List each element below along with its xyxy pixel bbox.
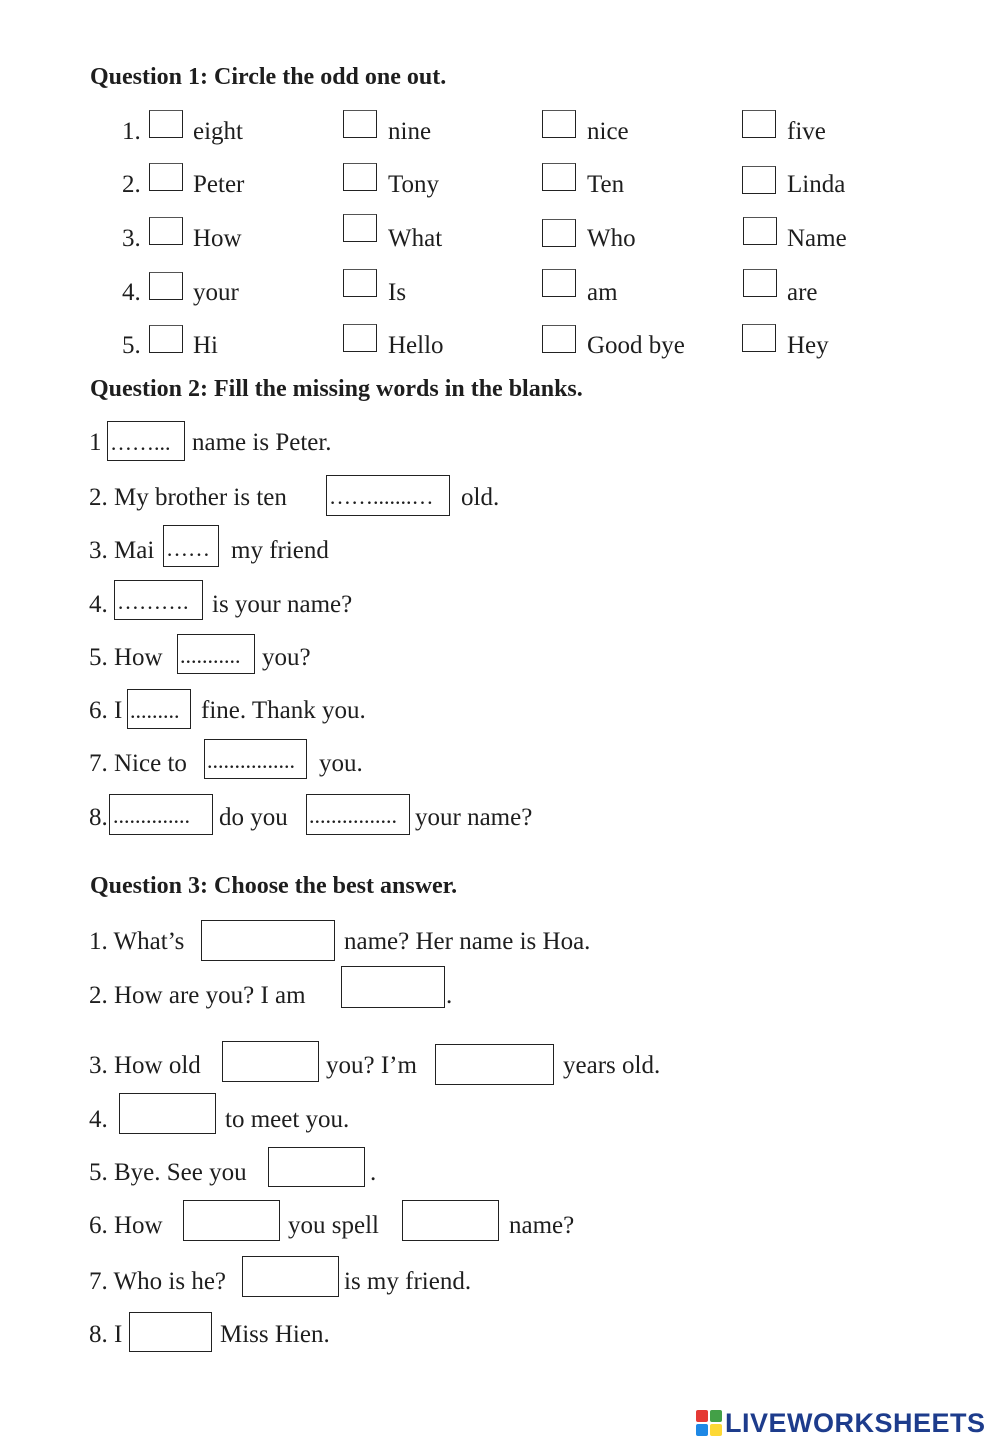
option-checkbox[interactable] bbox=[343, 269, 377, 297]
q2-item-6-blank[interactable] bbox=[127, 689, 191, 729]
q2-item-5-suffix: you? bbox=[262, 644, 311, 671]
option-label: five bbox=[787, 118, 826, 145]
q3-item-6-prefix: 6. How bbox=[89, 1212, 163, 1239]
q3-item-7-answer-box[interactable] bbox=[242, 1256, 339, 1297]
option-label: Name bbox=[787, 225, 847, 252]
q2-item-1-prefix: 1 bbox=[89, 429, 102, 456]
logo-square-blue bbox=[696, 1424, 708, 1436]
q2-item-1-blank[interactable] bbox=[107, 421, 185, 461]
option-checkbox[interactable] bbox=[743, 217, 777, 245]
option-checkbox[interactable] bbox=[149, 163, 183, 191]
option-label: What bbox=[388, 225, 443, 252]
blank-dots: ................ bbox=[309, 805, 397, 827]
option-label: Tony bbox=[388, 171, 440, 198]
q3-item-6-middle: you spell bbox=[288, 1212, 379, 1239]
q1-row-number: 1. bbox=[122, 118, 141, 145]
q3-item-6-answer-box-2[interactable] bbox=[402, 1200, 499, 1241]
option-label: eight bbox=[193, 118, 243, 145]
q2-item-7-suffix: you. bbox=[319, 750, 363, 777]
q3-item-1-answer-box[interactable] bbox=[201, 920, 335, 961]
q1-row-number: 3. bbox=[122, 225, 141, 252]
option-label: Who bbox=[587, 225, 636, 252]
q2-item-8-blank-1[interactable] bbox=[109, 794, 213, 835]
q2-item-5-blank[interactable] bbox=[177, 634, 255, 674]
option-label: How bbox=[193, 225, 242, 252]
logo-square-green bbox=[710, 1410, 722, 1422]
q2-item-3-blank[interactable] bbox=[163, 525, 219, 567]
option-checkbox[interactable] bbox=[343, 163, 377, 191]
q2-item-6-suffix: fine. Thank you. bbox=[201, 697, 366, 724]
option-checkbox[interactable] bbox=[149, 110, 183, 138]
option-checkbox[interactable] bbox=[542, 325, 576, 353]
q2-item-4-prefix: 4. bbox=[89, 591, 108, 618]
option-checkbox[interactable] bbox=[742, 166, 776, 194]
q3-item-5-suffix: . bbox=[370, 1159, 377, 1186]
q1-row-number: 5. bbox=[122, 332, 141, 359]
q3-item-1-suffix: name? Her name is Hoa. bbox=[344, 928, 591, 955]
question-3-heading: Question 3: Choose the best answer. bbox=[90, 873, 458, 899]
option-label: am bbox=[587, 279, 618, 306]
option-label: Good bye bbox=[587, 332, 685, 359]
logo-text: LIVEWORKSHEETS bbox=[725, 1407, 986, 1438]
q3-item-6-answer-box-1[interactable] bbox=[183, 1200, 280, 1241]
blank-dots: .............. bbox=[113, 805, 190, 827]
q2-item-8-prefix: 8. bbox=[89, 804, 108, 831]
q2-item-8-suffix: your name? bbox=[415, 804, 533, 831]
q2-item-3-prefix: 3. Mai bbox=[89, 537, 155, 564]
q3-item-4-prefix: 4. bbox=[89, 1106, 108, 1133]
q2-item-2-blank[interactable] bbox=[326, 475, 450, 516]
option-label: nice bbox=[587, 118, 629, 145]
q2-item-6-prefix: 6. I bbox=[89, 697, 123, 724]
logo-square-red bbox=[696, 1410, 708, 1422]
option-label: Linda bbox=[787, 171, 846, 198]
blank-dots: ……... bbox=[110, 432, 171, 454]
q1-row-number: 2. bbox=[122, 171, 141, 198]
q2-item-3-suffix: my friend bbox=[231, 537, 329, 564]
logo-mark-icon bbox=[696, 1410, 722, 1436]
blank-dots: …… bbox=[166, 538, 210, 560]
q2-item-7-blank[interactable] bbox=[204, 739, 307, 779]
blank-dots: ………. bbox=[117, 591, 189, 613]
q2-item-4-blank[interactable] bbox=[114, 580, 203, 620]
q2-item-5-prefix: 5. How bbox=[89, 644, 163, 671]
q3-item-7-prefix: 7. Who is he? bbox=[89, 1268, 227, 1295]
blank-dots: ................ bbox=[207, 750, 295, 772]
option-checkbox[interactable] bbox=[542, 269, 576, 297]
q3-item-3-prefix: 3. How old bbox=[89, 1052, 201, 1079]
q3-item-8-suffix: Miss Hien. bbox=[220, 1321, 330, 1348]
q3-item-3-answer-box-1[interactable] bbox=[222, 1041, 319, 1082]
q2-item-2-prefix: 2. My brother is ten bbox=[89, 484, 287, 511]
q3-item-5-prefix: 5. Bye. See you bbox=[89, 1159, 247, 1186]
option-checkbox[interactable] bbox=[149, 217, 183, 245]
option-checkbox[interactable] bbox=[149, 325, 183, 353]
q3-item-8-answer-box[interactable] bbox=[129, 1312, 212, 1352]
option-checkbox[interactable] bbox=[542, 163, 576, 191]
blank-dots: ......... bbox=[130, 700, 180, 722]
blank-dots: ........... bbox=[180, 645, 241, 667]
q1-row-number: 4. bbox=[122, 279, 141, 306]
q3-item-8-prefix: 8. I bbox=[89, 1321, 123, 1348]
q2-item-4-suffix: is your name? bbox=[212, 591, 353, 618]
option-checkbox[interactable] bbox=[542, 110, 576, 138]
q3-item-2-suffix: . bbox=[446, 982, 453, 1009]
q2-item-7-prefix: 7. Nice to bbox=[89, 750, 187, 777]
blank-dots: …….......… bbox=[329, 486, 434, 508]
option-label: Hey bbox=[787, 332, 829, 359]
q2-item-1-suffix: name is Peter. bbox=[192, 429, 332, 456]
option-checkbox[interactable] bbox=[742, 324, 776, 352]
option-label: Hello bbox=[388, 332, 444, 359]
option-label: Peter bbox=[193, 171, 245, 198]
q3-item-3-middle: you? I’m bbox=[326, 1052, 417, 1079]
option-label: Ten bbox=[587, 171, 625, 198]
option-checkbox[interactable] bbox=[343, 110, 377, 138]
option-label: your bbox=[193, 279, 239, 306]
q2-item-8-blank-2[interactable] bbox=[306, 794, 410, 835]
logo-square-yellow bbox=[710, 1424, 722, 1436]
option-label: nine bbox=[388, 118, 432, 145]
q3-item-4-answer-box[interactable] bbox=[119, 1093, 216, 1134]
q3-item-7-suffix: is my friend. bbox=[344, 1268, 472, 1295]
option-checkbox[interactable] bbox=[343, 324, 377, 352]
option-checkbox[interactable] bbox=[742, 110, 776, 138]
q3-item-4-suffix: to meet you. bbox=[225, 1106, 350, 1133]
q2-item-8-middle: do you bbox=[219, 804, 288, 831]
option-checkbox[interactable] bbox=[542, 219, 576, 247]
option-label: are bbox=[787, 279, 818, 306]
q3-item-1-prefix: 1. What’s bbox=[89, 928, 185, 955]
q2-item-2-suffix: old. bbox=[461, 484, 500, 511]
q3-item-2-prefix: 2. How are you? I am bbox=[89, 982, 306, 1009]
question-1-heading: Question 1: Circle the odd one out. bbox=[90, 64, 447, 90]
q3-item-2-answer-box[interactable] bbox=[341, 966, 445, 1008]
q3-item-6-suffix: name? bbox=[509, 1212, 575, 1239]
q3-item-5-answer-box[interactable] bbox=[268, 1147, 365, 1187]
option-label: Is bbox=[388, 279, 407, 306]
option-label: Hi bbox=[193, 332, 218, 359]
option-checkbox[interactable] bbox=[343, 214, 377, 242]
question-2-heading: Question 2: Fill the missing words in the blanks. bbox=[90, 376, 583, 402]
option-checkbox[interactable] bbox=[743, 269, 777, 297]
q3-item-3-answer-box-2[interactable] bbox=[435, 1044, 554, 1085]
liveworksheets-logo[interactable] bbox=[696, 1408, 986, 1438]
q3-item-3-suffix: years old. bbox=[563, 1052, 661, 1079]
option-checkbox[interactable] bbox=[149, 272, 183, 300]
